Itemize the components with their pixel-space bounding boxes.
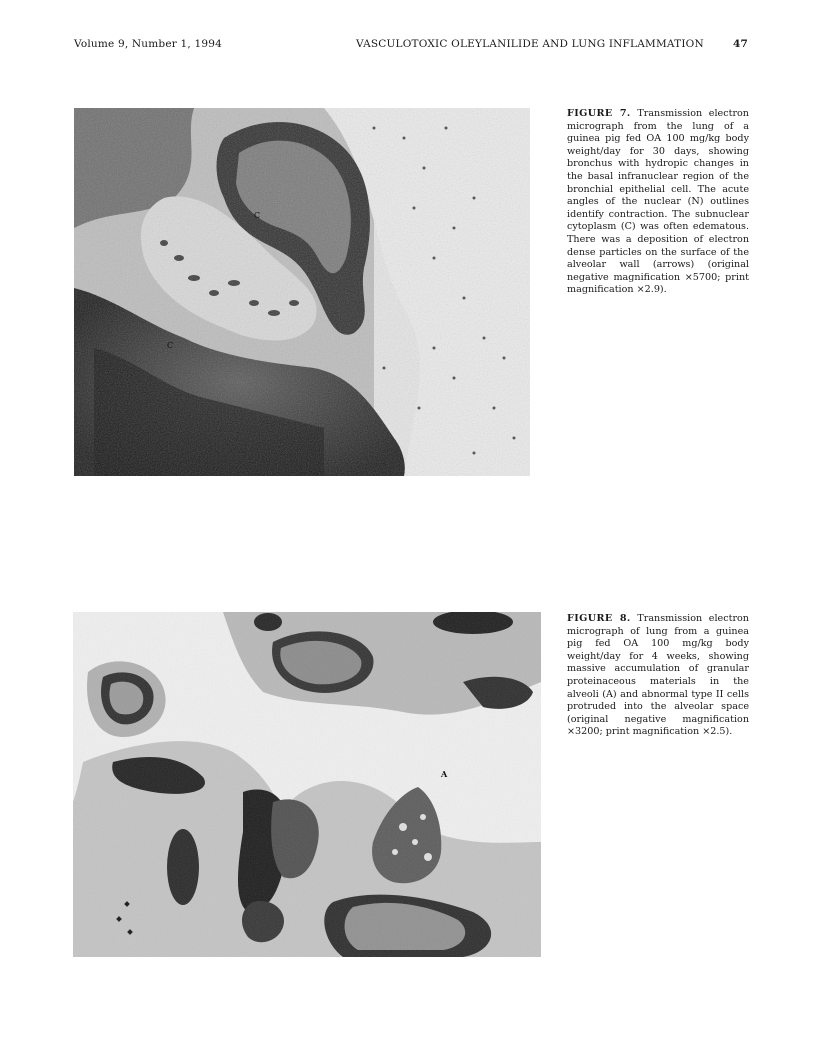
figure-7-caption	[567, 108, 749, 297]
page-number: 47	[732, 38, 748, 50]
figure-8-label: FIGURE 8.	[567, 613, 631, 624]
figure-7-micrograph	[74, 108, 530, 476]
figure-8-micrograph	[73, 612, 541, 957]
figure-7-label: FIGURE 7.	[567, 108, 631, 119]
running-head	[74, 38, 748, 54]
figure-8-micrograph-graphic	[73, 612, 541, 957]
figure-7-micrograph-graphic	[74, 108, 530, 476]
figure-8-caption-text: Transmission electron micrograph of lung from a guinea pig fed OA 100 mg/kg body weight/day for 4 weeks, showing massive accumulation of granular proteinaceous materials in the alveoli (A) and abnormal type II cells protruded into the alveolar space (original negative magnification ×3200; print magnification ×2.5).	[567, 613, 749, 738]
figure-7-label-c2: C	[254, 211, 261, 220]
figure-7-label-c1: C	[167, 341, 174, 350]
figure-7-caption-text: Transmission electron micrograph from the lung of a guinea pig fed OA 100 mg/kg body weight/day for 30 days, showing bronchus with hydropic changes in the basal infranuclear region of the bronchial epithelial cell. The acute angles of the nuclear (N) outlines identify contraction. The subnuclear cytoplasm (C) was often edematous. There was a deposition of electron dense particles on the surface of the alveolar wall (arrows) (original negative magnification ×5700; print magnification ×2.9).	[567, 108, 749, 296]
figure-8-label-a: A	[441, 769, 448, 779]
running-title: VASCULOTOXIC OLEYLANILIDE AND LUNG INFLAMMATION	[356, 38, 704, 50]
figure-8-caption	[567, 613, 749, 739]
journal-issue: Volume 9, Number 1, 1994	[74, 38, 223, 50]
